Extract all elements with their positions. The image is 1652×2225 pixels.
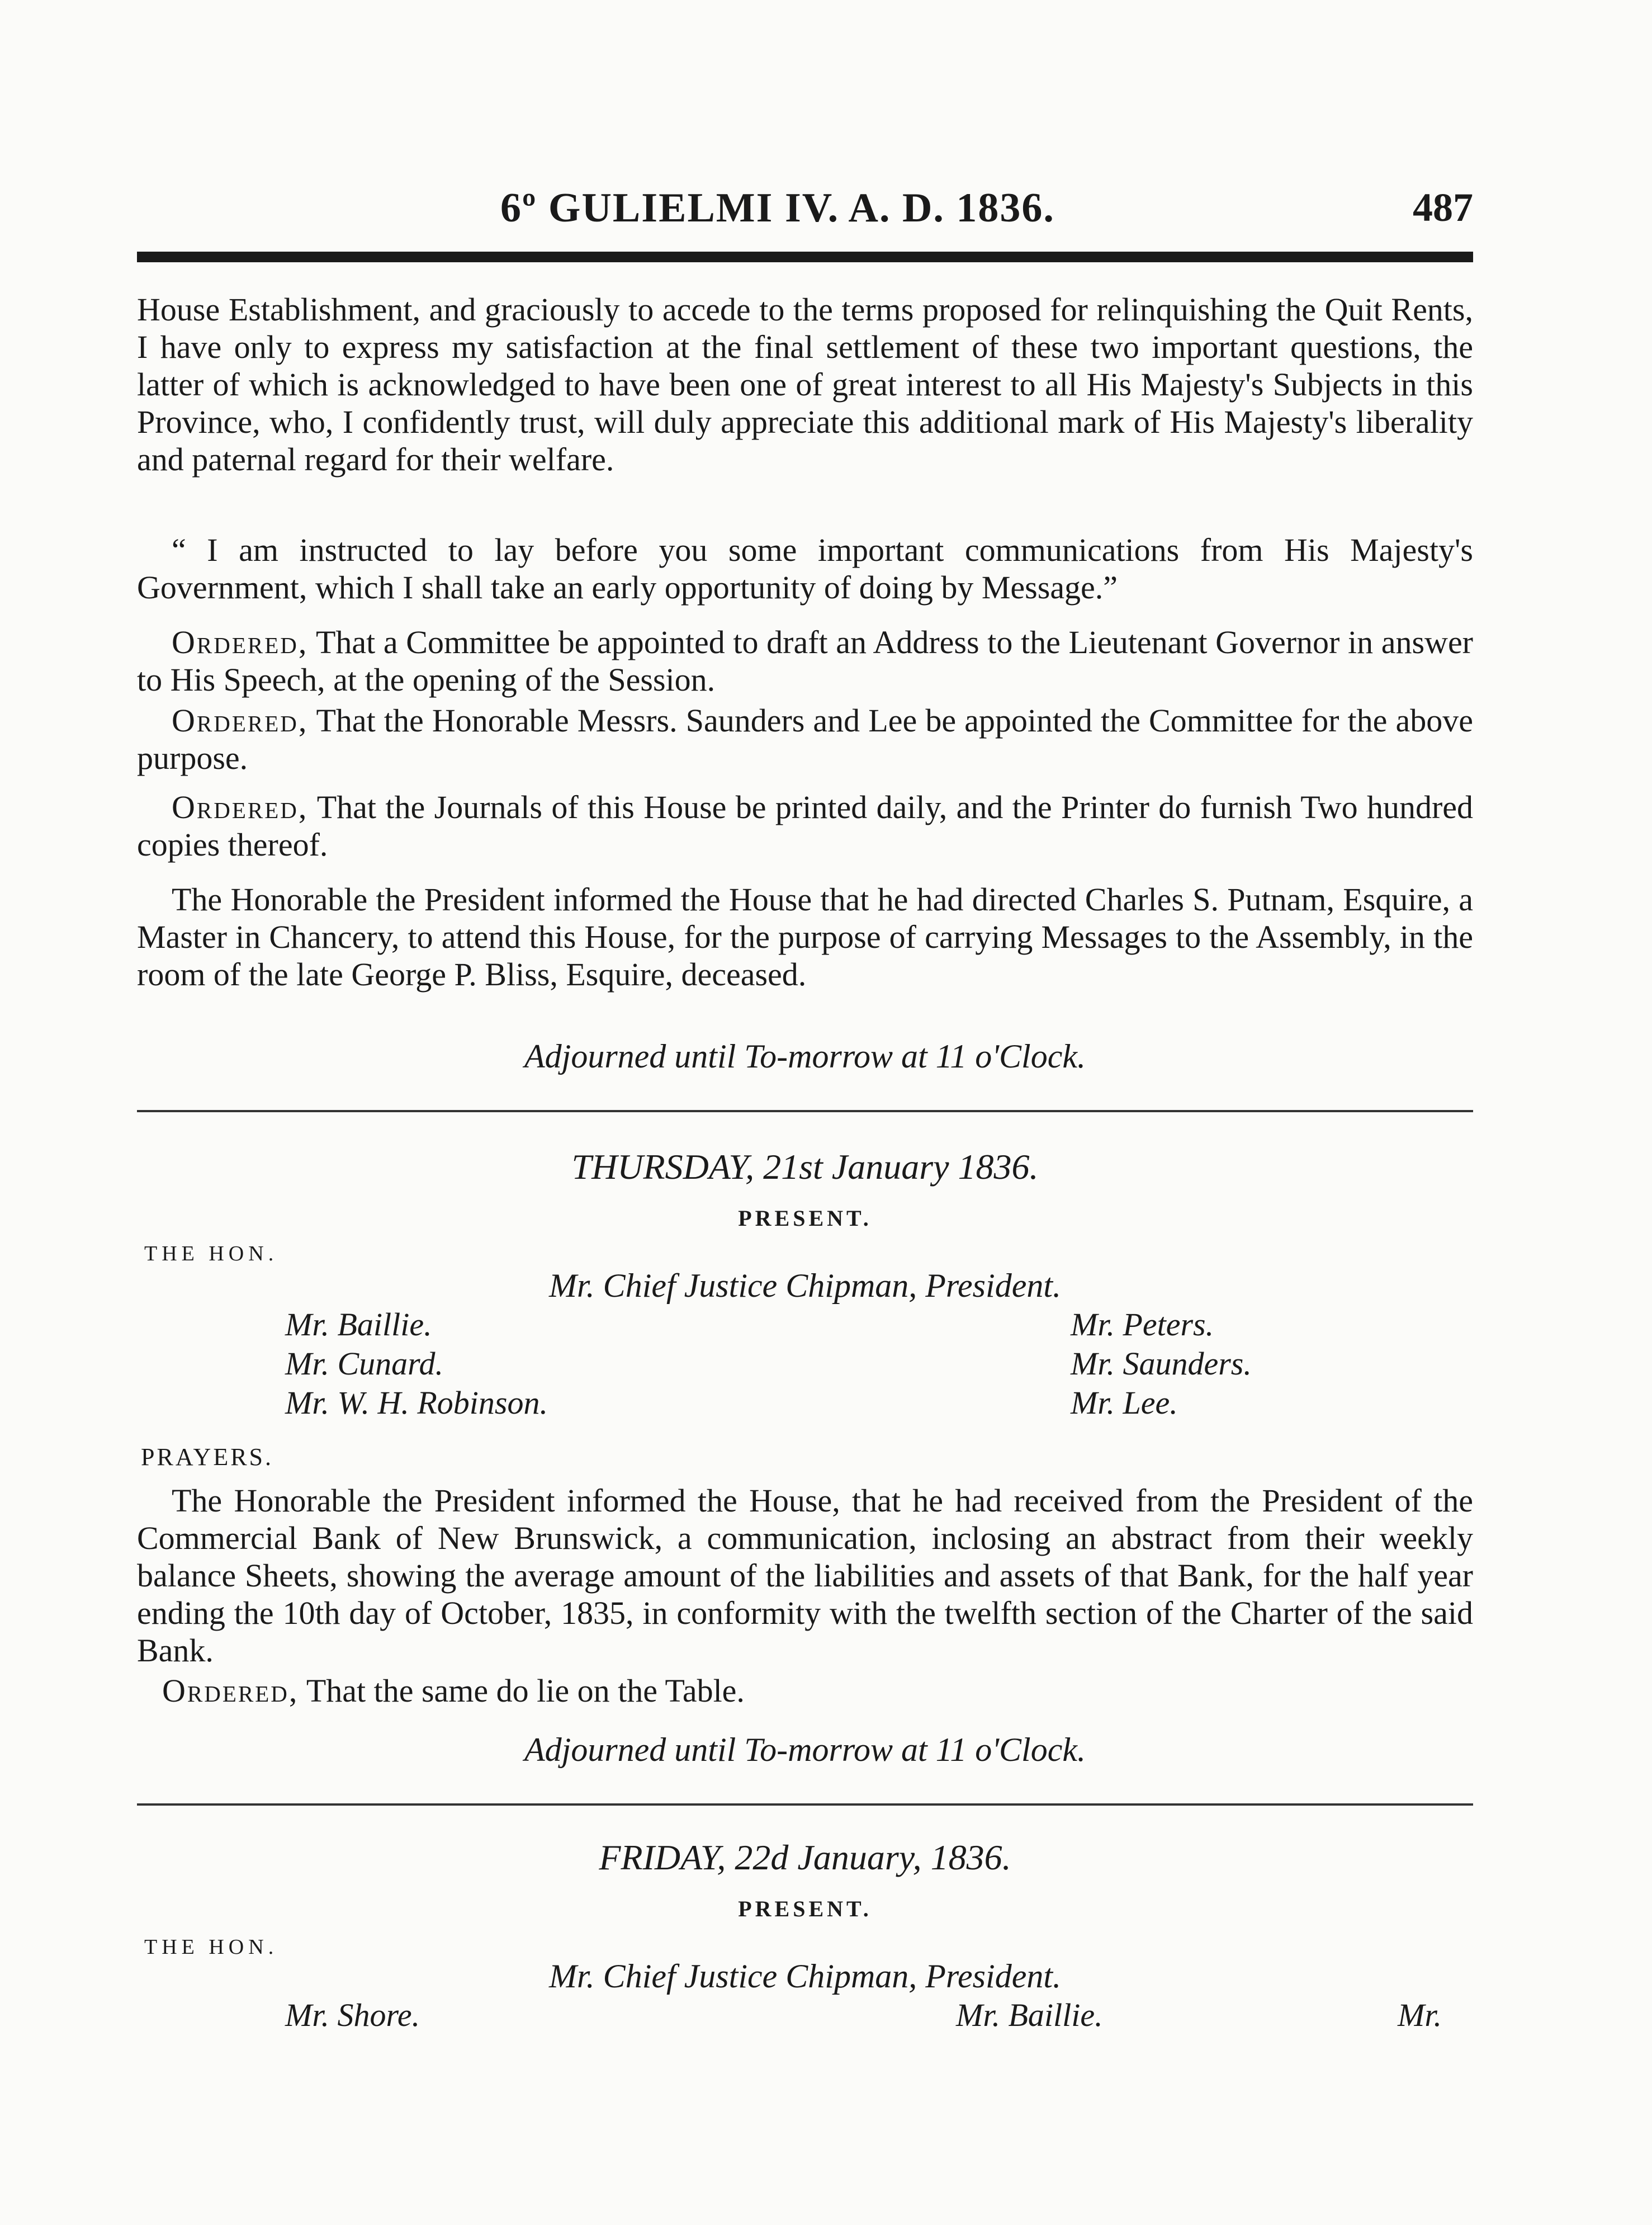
member: Mr. Baillie.: [956, 1997, 1103, 2033]
running-head: [137, 185, 1473, 246]
section-rule: [137, 1803, 1473, 1806]
order-text: That the Honorable Messrs. Saunders and Lee be appointed the Committee for the above purpose.: [137, 702, 1474, 776]
member: Mr. Shore.: [285, 1997, 420, 2033]
member-left: Mr. Cunard.: [285, 1345, 444, 1382]
order-label: Ordered,: [172, 789, 309, 825]
bank-paragraph: The Honorable the President informed the House, that he had received from the President of the Commercial Bank of New Brunswick, a communication, inclosing an abstract from their weekly balance Sheets, showing the average amount of the liabilities and assets of that Bank, for the half year ending the 10th day of October, 1835, in conformity with the twelfth section of the Charter of the said Bank.: [137, 1482, 1473, 1669]
header-rule: [137, 252, 1473, 262]
president-line: Mr. Chief Justice Chipman, President.: [549, 1267, 1061, 1304]
bank-paragraph-block: [137, 1482, 1473, 1669]
order-1: [137, 623, 1473, 698]
adjourned-notice: Adjourned until To-morrow at 11 o'Clock.: [524, 1731, 1086, 1768]
order-label: Ordered,: [172, 702, 309, 739]
president-line: Mr. Chief Justice Chipman, President.: [549, 1958, 1061, 1995]
catchword: Mr.: [1398, 1997, 1442, 2033]
order-3: [137, 788, 1473, 863]
order-text: That a Committee be appointed to draft an Address to the Lieutenant Governor in answer to His Speech, at the opening of the Session.: [137, 624, 1474, 698]
quote-block: [137, 531, 1473, 606]
member-right: Mr. Saunders.: [1071, 1345, 1252, 1382]
order-text: That the Journals of this House be printed daily, and the Printer do furnish Two hundred copies thereof.: [137, 789, 1474, 863]
running-title: 6º GULIELMI IV. A. D. 1836.: [500, 185, 1055, 231]
thursday-heading: THURSDAY, 21st January 1836.: [571, 1147, 1039, 1187]
present-label: PRESENT.: [738, 1896, 872, 1921]
speech-continuation-block: [137, 291, 1473, 478]
order-text: That the same do lie on the Table.: [306, 1673, 745, 1709]
order-label: Ordered,: [172, 624, 309, 660]
thursday-order: [137, 1672, 1473, 1709]
member-right: Mr. Lee.: [1071, 1385, 1178, 1421]
speech-quote: “ I am instructed to lay before you some important communications from His Majesty's Government, which I shall take an early opportunity of doing by Message.”: [137, 532, 1473, 606]
page-number: 487: [1413, 185, 1473, 230]
speech-continuation: House Establishment, and graciously to accede to the terms proposed for relinquishing the Quit Rents, I have only to express my satisfaction at the final settlement of these two important questions, the latter of which is acknowledged to have been one of great interest to all His Majesty's Subjects in this Province, who, I confidently trust, will duly appreciate this additional mark of His Majesty's liberality and paternal regard for their welfare.: [137, 291, 1473, 478]
president-paragraph-block: [137, 881, 1473, 993]
the-hon-label: THE HON.: [144, 1935, 278, 1959]
member-right: Mr. Peters.: [1071, 1306, 1214, 1343]
the-hon-label: THE HON.: [144, 1242, 278, 1265]
section-rule: [137, 1110, 1473, 1112]
member-left: Mr. Baillie.: [285, 1306, 432, 1343]
president-paragraph: The Honorable the President informed the House that he had directed Charles S. Putnam, Esquire, a Master in Chancery, to attend this House, for the purpose of carrying Messages to the Assembly, in the room of the late George P. Bliss, Esquire, deceased.: [137, 881, 1473, 993]
order-2: [137, 702, 1473, 777]
friday-heading: FRIDAY, 22d January, 1836.: [599, 1837, 1011, 1877]
present-label: PRESENT.: [738, 1206, 872, 1231]
order-label: Ordered,: [162, 1673, 299, 1709]
member-left: Mr. W. H. Robinson.: [285, 1385, 548, 1421]
adjourned-notice: Adjourned until To-morrow at 11 o'Clock.: [524, 1038, 1086, 1075]
prayers-label: PRAYERS.: [141, 1443, 274, 1471]
